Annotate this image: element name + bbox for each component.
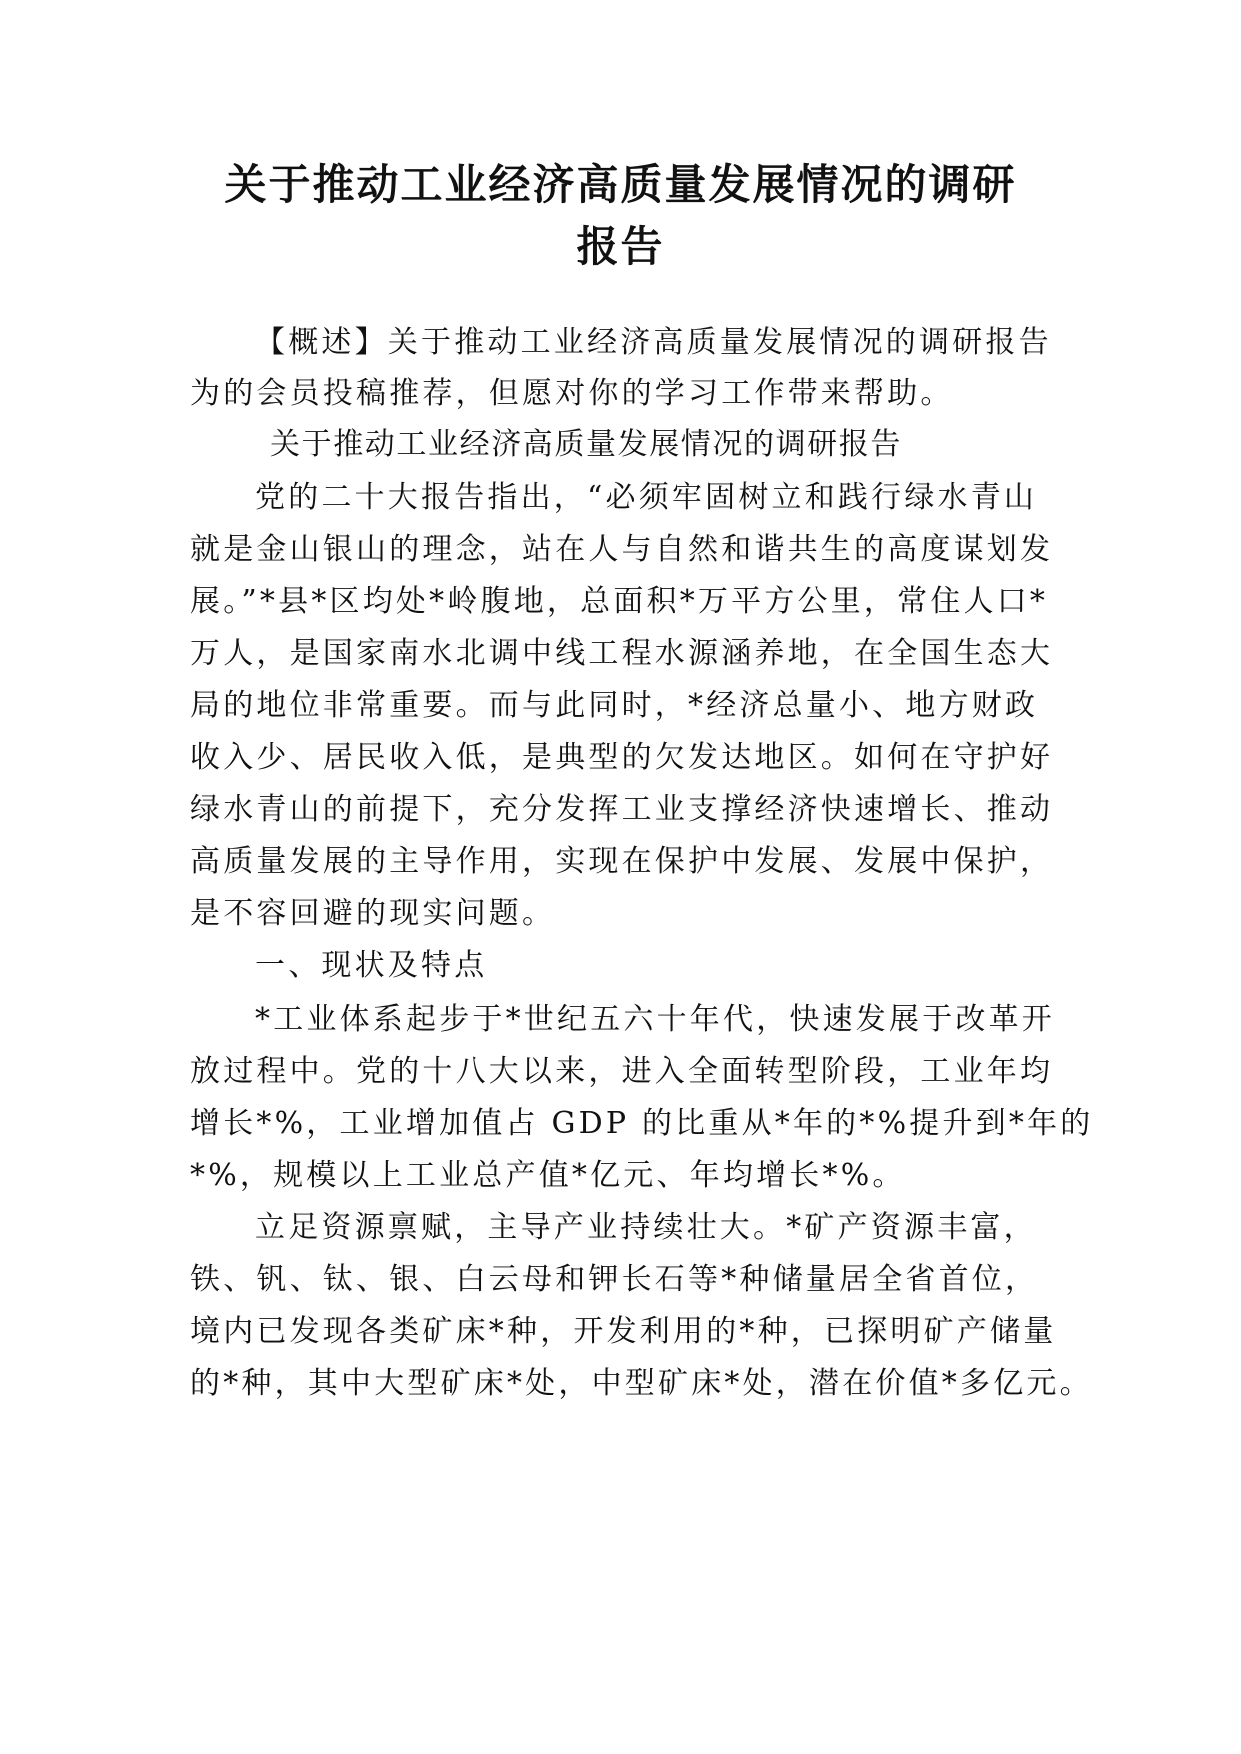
paragraph-line: 立足资源禀赋，主导产业持续壮大。*矿产资源丰富， — [255, 1210, 1037, 1245]
section-heading: 一、现状及特点 — [255, 948, 488, 983]
summary-line-2: 为的会员投稿推荐，但愿对你的学习工作带来帮助。 — [190, 376, 954, 411]
paragraph-line: *%，规模以上工业总产值*亿元、年均增长*%。 — [190, 1158, 906, 1193]
paragraph-line: 的*种，其中大型矿床*处，中型矿床*处，潜在价值*多亿元。 — [190, 1366, 1093, 1401]
paragraph-line: 境内已发现各类矿床*种，开发利用的*种，已探明矿产储量 — [190, 1314, 1057, 1349]
paragraph-line: 万人，是国家南水北调中线工程水源涵养地，在全国生态大 — [190, 636, 1054, 671]
document-subtitle: 关于推动工业经济高质量发展情况的调研报告 — [270, 427, 902, 462]
paragraph-line: 高质量发展的主导作用，实现在保护中发展、发展中保护， — [190, 844, 1054, 879]
paragraph-line: 绿水青山的前提下，充分发挥工业支撑经济快速增长、推动 — [190, 792, 1054, 827]
paragraph-line: 铁、钒、钛、银、白云母和钾长石等*种储量居全省首位， — [190, 1262, 1039, 1297]
paragraph-line: 增长*%，工业增加值占 GDP 的比重从*年的*%提升到*年的 — [190, 1106, 1094, 1141]
paragraph-line: 收入少、居民收入低，是典型的欠发达地区。如何在守护好 — [190, 740, 1054, 775]
paragraph-line: 就是金山银山的理念，站在人与自然和谐共生的高度谋划发 — [190, 532, 1054, 567]
paragraph-line: 局的地位非常重要。而与此同时，*经济总量小、地方财政 — [190, 688, 1039, 723]
paragraph-line: *工业体系起步于*世纪五六十年代，快速发展于改革开 — [255, 1002, 1055, 1037]
paragraph-line: 展。”*县*区均处*岭腹地，总面积*万平方公里，常住人口* — [190, 584, 1049, 619]
paragraph-line: 党的二十大报告指出，“必须牢固树立和践行绿水青山 — [255, 480, 1038, 515]
document-title-line-1: 关于推动工业经济高质量发展情况的调研 — [224, 160, 1017, 209]
summary-line-1: 【概述】关于推动工业经济高质量发展情况的调研报告 — [255, 325, 1052, 360]
paragraph-line: 放过程中。党的十八大以来，进入全面转型阶段，工业年均 — [190, 1054, 1054, 1089]
paragraph-line: 是不容回避的现实问题。 — [190, 896, 556, 931]
document-title-line-2: 报告 — [576, 222, 665, 271]
